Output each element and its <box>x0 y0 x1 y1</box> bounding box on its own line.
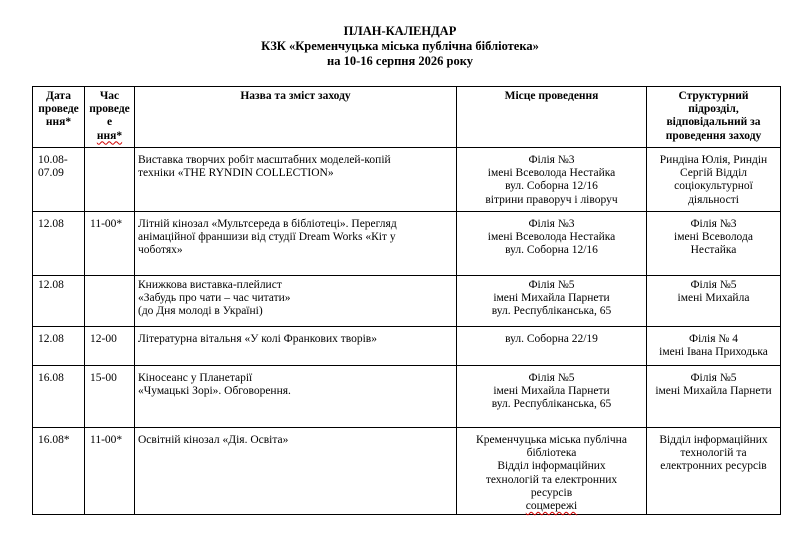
cell-text: 07.09 <box>38 167 64 180</box>
cell-event <box>135 148 457 212</box>
cell-event <box>135 276 457 327</box>
cell-text: імені Михайла Парнети <box>493 385 610 398</box>
cell-text: 10.08- <box>38 154 68 166</box>
cell-date <box>33 327 85 366</box>
cell-time <box>85 276 135 327</box>
cell-text: вітрини праворуч і ліворуч <box>485 193 618 206</box>
cell-date <box>33 366 85 428</box>
cell-text: 12.08 <box>38 218 64 230</box>
cell-text: Філія №5 <box>690 372 737 384</box>
cell-place <box>457 276 647 327</box>
cell-responsible <box>647 212 781 276</box>
table-row <box>33 276 781 327</box>
cell-date <box>33 148 85 212</box>
cell-date <box>33 276 85 327</box>
cell-text: імені Михайла Парнети <box>655 385 772 398</box>
cell-text: ресурсів <box>530 486 573 499</box>
date-range: на 10-16 серпня 2026 року <box>327 54 473 68</box>
cell-text: діяльності <box>688 193 739 206</box>
cell-text: Виставка творчих робіт масштабних моделей-копій <box>138 154 391 166</box>
cell-time <box>85 327 135 366</box>
header-text: Час <box>99 90 120 102</box>
cell-text: «Забудь про чати – час читати» <box>138 292 291 305</box>
cell-text: імені Всеволода <box>674 231 753 244</box>
header-text: Місце проведення <box>504 90 599 102</box>
cell-text: «Чумацькі Зорі». Обговорення. <box>138 385 291 398</box>
cell-text: Літературна вітальня «У колі Франкових творів» <box>138 333 377 345</box>
cell-text: імені Івана Приходька <box>659 346 768 359</box>
header-date <box>33 87 85 148</box>
header-text: ння* <box>45 116 72 129</box>
cell-text: 12.08 <box>38 333 64 345</box>
cell-text: вул. Соборна 12/16 <box>505 244 598 257</box>
cell-text: 11-00* <box>90 434 123 446</box>
cell-text: технологій та електронних <box>485 473 618 486</box>
cell-place <box>457 428 647 515</box>
cell-text: Філія №3 <box>690 218 737 230</box>
header-text: ння* <box>96 129 123 142</box>
cell-text: технологій та <box>680 447 747 460</box>
cell-text: 16.08 <box>38 372 64 384</box>
cell-time <box>85 148 135 212</box>
cell-text: техніки «THE RYNDIN COLLECTION» <box>138 167 334 180</box>
cell-text: імені Михайла <box>677 292 750 305</box>
cell-text: Книжкова виставка-плейлист <box>138 279 282 291</box>
cell-text: Літній кінозал «Мультсереда в бібліотеці». Перегляд <box>138 218 397 230</box>
cell-text: Філія №3 <box>528 218 575 230</box>
header-text: проведе <box>38 103 79 116</box>
cell-text: 16.08* <box>38 434 70 446</box>
header-text: Назва та зміст заходу <box>240 90 351 102</box>
header-event <box>135 87 457 148</box>
cell-event <box>135 428 457 515</box>
header-text: підрозділ, <box>688 103 739 116</box>
cell-text: анімаційної франшизи від студії Dream Works «Кіт у <box>138 231 396 244</box>
cell-event <box>135 212 457 276</box>
cell-text: імені Всеволода Нестайка <box>487 167 616 180</box>
cell-text: Кременчуцька міська публічна <box>476 434 627 446</box>
cell-text: Філія №5 <box>528 279 575 291</box>
cell-date <box>33 428 85 515</box>
document-header <box>0 24 800 69</box>
header-place <box>457 87 647 148</box>
cell-text: 12.08 <box>38 279 64 291</box>
cell-text: Філія №5 <box>690 279 737 291</box>
cell-text: вул. Республіканська, 65 <box>491 305 612 318</box>
cell-text: електронних ресурсів <box>660 460 767 473</box>
table-row <box>33 428 781 515</box>
cell-text: Нестайка <box>690 244 737 257</box>
cell-place <box>457 148 647 212</box>
header-responsible <box>647 87 781 148</box>
header-text: Дата <box>46 90 71 102</box>
cell-responsible <box>647 327 781 366</box>
header-text: Структурний <box>678 90 749 102</box>
cell-text: Філія №3 <box>528 154 575 166</box>
cell-text: Освітній кінозал «Дія. Освіта» <box>138 434 289 446</box>
cell-text: Філія № 4 <box>689 333 738 345</box>
cell-responsible <box>647 366 781 428</box>
table-row <box>33 212 781 276</box>
table-header-row <box>33 87 781 148</box>
cell-text: соцмережі <box>525 500 578 513</box>
cell-responsible <box>647 428 781 515</box>
cell-place <box>457 366 647 428</box>
organization-name: КЗК «Кременчуцька міська публічна бібліотека» <box>261 39 539 53</box>
cell-text: Риндіна Юлія, Риндін <box>659 154 768 166</box>
cell-responsible <box>647 276 781 327</box>
cell-text: (до Дня молоді в Україні) <box>138 305 263 318</box>
cell-text: імені Всеволода Нестайка <box>487 231 616 244</box>
cell-time <box>85 428 135 515</box>
cell-text: 12-00 <box>90 333 117 345</box>
cell-place <box>457 212 647 276</box>
cell-text: Сергій Відділ <box>679 167 748 180</box>
cell-text: Відділ інформаційних <box>497 460 606 473</box>
table-row <box>33 366 781 428</box>
cell-time <box>85 366 135 428</box>
cell-event <box>135 366 457 428</box>
cell-text: бібліотека <box>526 447 577 460</box>
cell-text: вул. Соборна 12/16 <box>505 180 598 193</box>
document-title: ПЛАН-КАЛЕНДАР <box>343 24 457 38</box>
cell-text: 11-00* <box>90 218 123 230</box>
plan-calendar-table <box>32 86 781 515</box>
cell-text: Філія №5 <box>528 372 575 384</box>
cell-event <box>135 327 457 366</box>
header-text: проведе <box>89 103 130 116</box>
cell-place <box>457 327 647 366</box>
cell-responsible <box>647 148 781 212</box>
header-text: е <box>106 116 113 129</box>
cell-time <box>85 212 135 276</box>
header-time <box>85 87 135 148</box>
table-row <box>33 148 781 212</box>
cell-text: вул. Республіканська, 65 <box>491 398 612 411</box>
cell-date <box>33 212 85 276</box>
cell-text: Кіносеанс у Планетарії <box>138 372 253 384</box>
header-text: проведення заходу <box>665 129 762 142</box>
cell-text: вул. Соборна 22/19 <box>505 333 598 345</box>
cell-text: чоботях» <box>138 244 183 257</box>
cell-text: Відділ інформаційних <box>659 434 768 446</box>
cell-text: соціокультурної <box>674 180 753 193</box>
table-row <box>33 327 781 366</box>
cell-text: 15-00 <box>90 372 117 384</box>
cell-text: імені Михайла Парнети <box>493 292 610 305</box>
header-text: відповідальний за <box>666 116 761 129</box>
